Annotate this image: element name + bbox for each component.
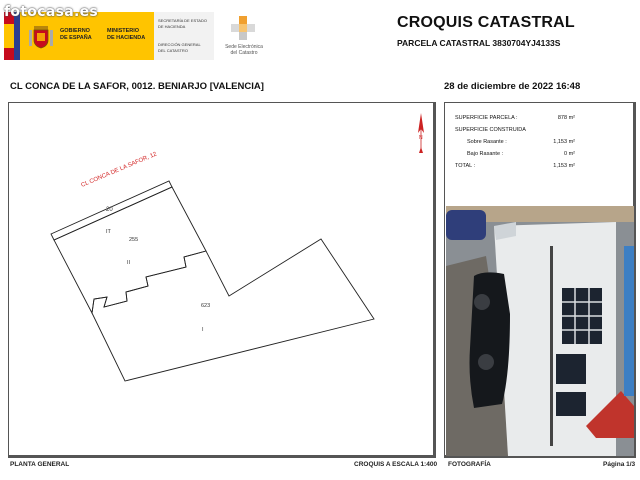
bajo-rasante-label: Bajo Rasante : bbox=[467, 151, 504, 157]
document-title: CROQUIS CATASTRAL bbox=[397, 14, 575, 31]
direccion-text bbox=[158, 42, 201, 53]
ministry-line-1: MINISTERIO bbox=[107, 28, 140, 34]
total-value: 1,153 m² bbox=[553, 163, 575, 169]
building-number-label: 255 bbox=[129, 237, 139, 243]
property-photo bbox=[446, 206, 634, 456]
ministry-line-2: DE HACIENDA bbox=[107, 35, 146, 41]
catastro-logo-icon bbox=[230, 16, 256, 40]
gov-line-2: DE ESPAÑA bbox=[60, 35, 92, 41]
sec-line-2: DE HACIENDA bbox=[158, 23, 186, 29]
sobre-rasante-label: Sobre Rasante : bbox=[467, 139, 507, 145]
bajo-rasante-value: 0 m² bbox=[564, 151, 575, 157]
footer-scale-label: CROQUIS A ESCALA 1:400 bbox=[354, 461, 438, 468]
superficie-parcela-value: 878 m² bbox=[557, 115, 575, 121]
footer-photo-label: FOTOGRAFÍA bbox=[448, 461, 491, 468]
sede-line-2: del Catastro bbox=[230, 50, 258, 56]
floor-code-label: IT bbox=[106, 229, 111, 235]
ministerio-text bbox=[107, 28, 145, 42]
footer-page-label: Página 1/3 bbox=[603, 461, 636, 468]
front-building-outline bbox=[54, 187, 206, 313]
plot-number-label: 623 bbox=[201, 303, 211, 309]
front-label: 20 bbox=[106, 207, 113, 213]
fotocasa-watermark: fotocasa.es bbox=[4, 4, 98, 20]
coat-of-arms-icon bbox=[26, 22, 56, 52]
gobierno-text bbox=[60, 28, 92, 42]
dir-line-1: DIRECCIÓN GENERAL bbox=[158, 42, 201, 47]
secretaria-text bbox=[158, 18, 207, 29]
parcel-outline bbox=[92, 239, 374, 381]
sec-line-1: SECRETARÍA DE ESTADO bbox=[158, 18, 207, 23]
building-photo-illustration bbox=[446, 206, 634, 456]
parcel-drawing bbox=[9, 103, 435, 457]
floors-label-b: I bbox=[202, 327, 204, 333]
dir-line-2: DEL CATASTRO bbox=[158, 47, 188, 53]
cadastral-map bbox=[8, 102, 436, 458]
issue-datetime: 28 de diciembre de 2022 16:48 bbox=[444, 81, 581, 92]
floors-label-a: II bbox=[127, 260, 131, 266]
total-label: TOTAL : bbox=[455, 163, 476, 169]
sobre-rasante-value: 1,153 m² bbox=[553, 139, 575, 145]
gov-line-1: GOBIERNO bbox=[60, 28, 90, 34]
sede-electronica-text bbox=[218, 44, 270, 56]
sede-line-1: Sede Electrónica bbox=[225, 44, 263, 50]
property-address: CL CONCA DE LA SAFOR, 0012. BENIARJO [VALENCIA] bbox=[10, 81, 264, 92]
north-arrow-icon bbox=[418, 113, 424, 153]
street-label: CL CONCA DE LA SAFOR, 12 bbox=[80, 151, 158, 189]
superficie-construida-label: SUPERFICIE CONSTRUIDA bbox=[455, 127, 526, 133]
footer-plant-label: PLANTA GENERAL bbox=[10, 461, 70, 468]
superficie-parcela-label: SUPERFICIE PARCELA : bbox=[455, 115, 518, 121]
parcel-reference: PARCELA CATASTRAL 3830704YJ4133S bbox=[397, 38, 561, 48]
north-label: N bbox=[419, 135, 423, 141]
